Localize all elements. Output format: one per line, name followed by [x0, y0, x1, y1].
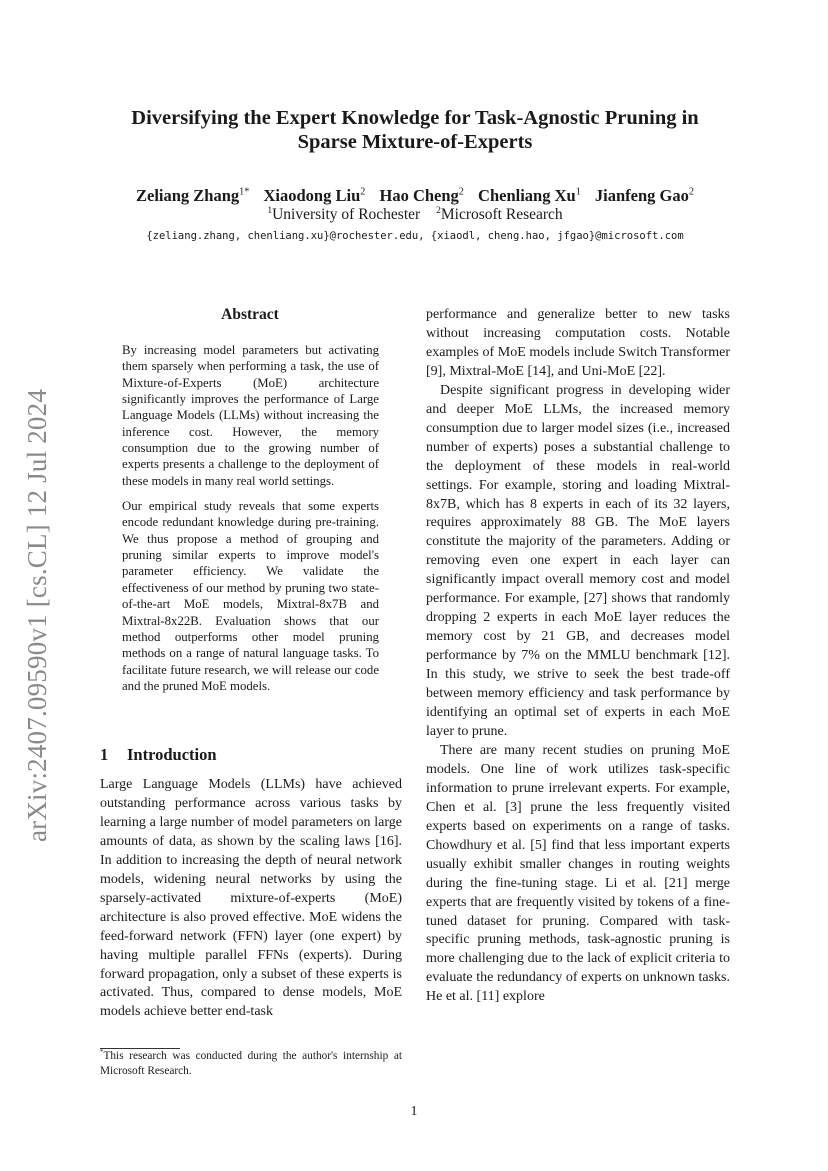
footnote-text: This research was conducted during the author's internship at Microsoft Research.	[100, 1050, 402, 1077]
author: Chenliang Xu$^1$	[478, 186, 581, 205]
author: Jianfeng Gao$^2$	[594, 186, 694, 205]
author: Xiaodong Liu$^2$	[263, 186, 366, 205]
affiliation: $^1$University of Rochester	[267, 204, 421, 223]
author-list	[95, 186, 735, 206]
abstract-body	[122, 342, 379, 703]
section-title: Introduction	[127, 745, 217, 764]
body-paragraph: Despite significant progress in developing wider and deeper MoE LLMs, the increased memory consumption due to larger model sizes (i.e., increased number of experts) poses a substantial challenge to the deployment of these models in real-world settings. For example, storing and loading Mixtral-8x7B, which has 8 experts in each of its 32 layers, requires approximately 88 GB. The MoE layers constitute the majority of the parameters. Adding or removing even one expert in each layer can significantly impact overall memory cost and model performance. For example, [27] shows that randomly dropping 2 experts in each MoE layer reduces the memory cost by 21 GB, and decreases model performance by 7% on the MMLU benchmark [12]. In this study, we strive to seek the best trade-off between memory efficiency and task performance by identifying an optimal set of experts in each MoE layer to prune.	[426, 382, 730, 739]
footnote	[100, 1049, 402, 1078]
affiliations	[95, 205, 735, 225]
arxiv-id-text: arXiv:2407.09590v1 [cs.CL] 12 Jul 2024	[22, 388, 52, 842]
section-number: 1	[100, 745, 109, 764]
paper-title: Diversifying the Expert Knowledge for Task-Agnostic Pruning in Sparse Mixture-of-Experts	[131, 107, 699, 153]
body-paragraph: performance and generalize better to new tasks without increasing computation costs. Notable examples of MoE models include Switch Transformer [9], Mixtral-MoE [14], and Uni-MoE [22].	[426, 307, 730, 379]
author: Zeliang Zhang$^{1*}$	[135, 186, 250, 205]
introduction-right-column	[426, 306, 730, 1007]
footnote-marker: *	[100, 1048, 104, 1057]
page-number: 1	[410, 1104, 418, 1119]
abstract-paragraph: Our empirical study reveals that some experts encode redundant knowledge during pre-training. We thus propose a method of grouping and pruning similar experts to improve model's parameter efficiency. We validate the effectiveness of our method by pruning two state-of-the-art MoE models, Mixtral-8x7B and Mixtral-8x22B. Evaluation shows that our method outperforms other model pruning methods on a range of natural language tasks. To facilitate future research, we will release our code and the pruned MoE models.	[122, 499, 379, 693]
arxiv-identifier	[15, 380, 60, 850]
author-emails: {zeliang.zhang, chenliang.xu}@rochester.edu, {xiaodl, cheng.hao, jfgao}@microsoft.com	[146, 230, 684, 242]
abstract-paragraph: By increasing model parameters but activating them sparsely when performing a task, the use of Mixture-of-Experts (MoE) architecture significantly improves the performance of Large Language Models (LLMs) without increasing the inference cost. However, the memory consumption due to the growing number of experts presents a challenge to the deployment of these models in many real world settings.	[122, 343, 379, 488]
introduction-left-column	[100, 776, 402, 1022]
body-paragraph: There are many recent studies on pruning MoE models. One line of work utilizes task-specific information to prune irrelevant experts. For example, Chen et al. [3] prune the less frequently visited experts based on experiments on a range of tasks. Chowdhury et al. [5] find that less important experts usually exhibit smaller changes in routing weights during the fine-tuning stage. Li et al. [21] merge experts that are frequently visited by tokens of a fine-tuned dataset for pruning. Compared with task-specific pruning methods, task-agnostic pruning is more challenging due to the lack of explicit criteria to evaluate the redundancy of experts on unknown tasks. He et al. [11] explore	[426, 742, 730, 1005]
abstract-heading: Abstract	[221, 306, 279, 323]
section-heading-introduction	[100, 745, 400, 765]
author: Hao Cheng$^2$	[379, 186, 464, 205]
body-paragraph: Large Language Models (LLMs) have achieved outstanding performance across various tasks by learning a large number of model parameters on large amounts of data, as shown by the scaling laws [16]. In addition to increasing the depth of neural network models, widening neural networks by using the sparsely-activated mixture-of-experts (MoE) architecture is also proved effective. MoE widens the feed-forward network (FFN) layer (one expert) by having multiple parallel FFNs (experts). During forward propagation, only a subset of these experts is activated. Thus, compared to dense models, MoE models achieve better end-task	[100, 777, 402, 1020]
affiliation: $^2$Microsoft Research	[436, 204, 563, 223]
